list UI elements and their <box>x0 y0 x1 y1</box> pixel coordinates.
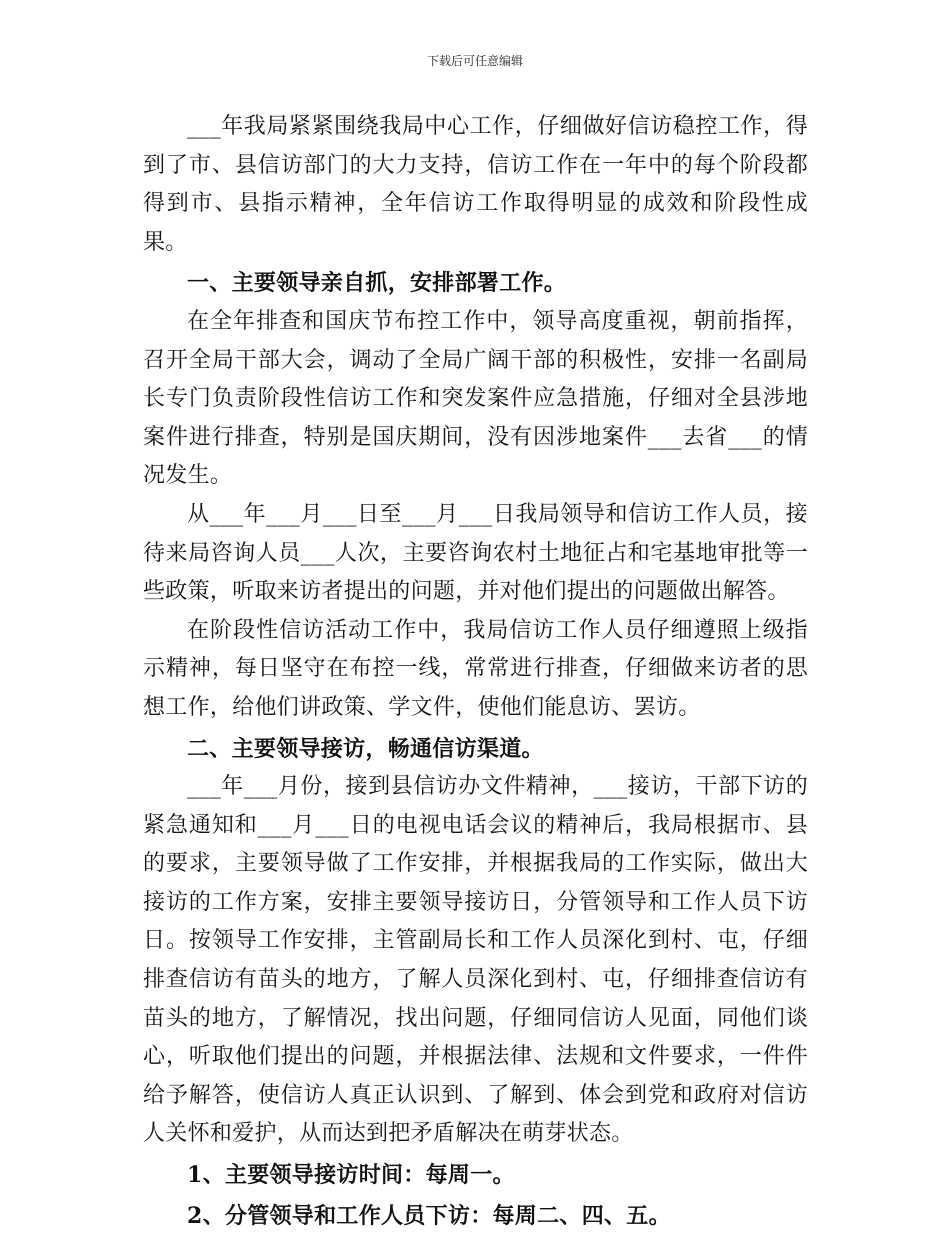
body-paragraph: 从___年___月___日至___月___日我局领导和信访工作人员，接待来局咨询人员___人次，主要咨询农村土地征占和宅基地审批等一些政策，听取来访者提出的问题，并对他们提出的问题做出解答。 <box>143 501 808 605</box>
intro-paragraph: ___年我局紧紧围绕我局中心工作，仔细做好信访稳控工作，得到了市、县信访部门的大力支持，信访工作在一年中的每个阶段都得到市、县指示精神，全年信访工作取得明显的成效和阶段性成果。 <box>143 114 808 255</box>
body-paragraph: 在阶段性信访活动工作中，我局信访工作人员仔细遵照上级指示精神，每日坚守在布控一线，常常进行排查，仔细做来访者的思想工作，给他们讲政策、学文件，使他们能息访、罢访。 <box>143 617 808 720</box>
list-item: 1、主要领导接访时间：每周一。 <box>187 1162 515 1189</box>
section-heading-1: 一、主要领导亲自抓，安排部署工作。 <box>187 270 567 297</box>
section-heading-2: 二、主要领导接访，畅通信访渠道。 <box>187 735 544 762</box>
body-paragraph: ___年___月份，接到县信访办文件精神，___接访，干部下访的紧急通知和___月___日的电视电话会议的精神后，我局根据市、县的要求，主要领导做了工作安排，并根据我局的工作实际，做出大接访的工作方案，安排主要领导接访日，分管领导和工作人员下访日。按领导工作安排，主管副局长和工作人员深化到村、屯，仔细排查信访有苗头的地方，了解人员深化到村、屯，仔细排查信访有苗头的地方，了解情况，找出问题，仔细同信访人见面，同他们谈心，听取他们提出的问题，并根据法律、法规和文件要求，一件件给予解答，使信访人真正认识到、了解到、体会到党和政府对信访人关怀和爱护，从而达到把矛盾解决在萌芽状态。 <box>143 774 808 1147</box>
body-paragraph: 在全年排查和国庆节布控工作中，领导高度重视，朝前指挥，召开全局干部大会，调动了全局广阔干部的积极性，安排一名副局长专门负责阶段性信访工作和突发案件应急措施，仔细对全县涉地案件进行排查，特别是国庆期间，没有因涉地案件___去省___的情况发生。 <box>143 308 808 489</box>
page-header: 下载后可任意编辑 <box>426 54 523 68</box>
document-body <box>143 108 808 1235</box>
list-item: 2、分管领导和工作人员下访：每周二、四、五。 <box>187 1202 671 1229</box>
